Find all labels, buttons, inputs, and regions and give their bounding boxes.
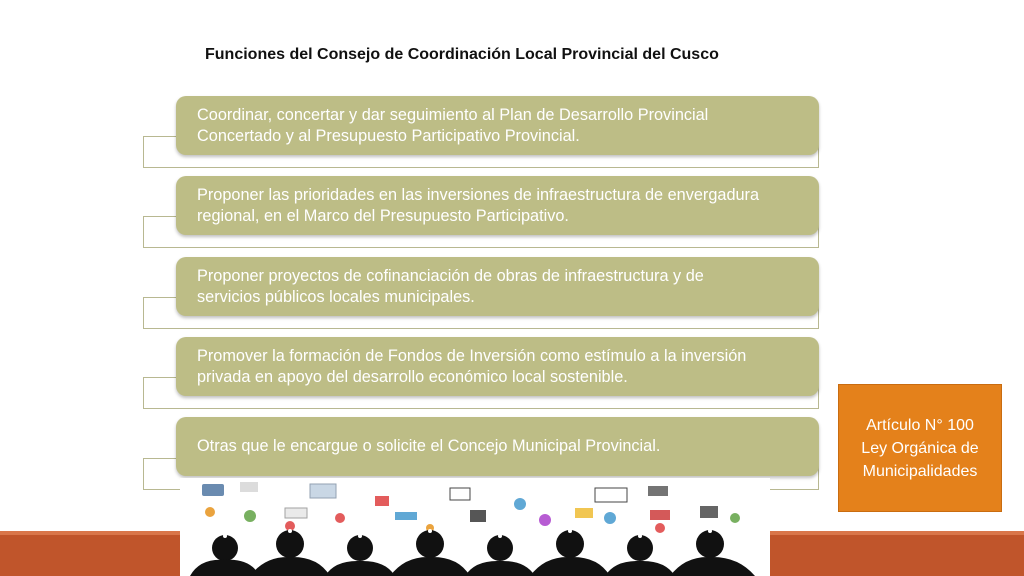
function-item-3 [176,257,819,316]
function-item-3-line2: servicios públicos locales municipales. [197,287,475,306]
legal-reference-line1: Artículo N° 100 [866,416,974,434]
function-item-2-line2: regional, en el Marco del Presupuesto Participativo. [197,206,569,225]
function-item-4-line2: privada en apoyo del desarrollo económico local sostenible. [197,367,628,386]
function-item-1-line2: Concertado y al Presupuesto Participativo Provincial. [197,126,580,145]
function-item-1 [176,96,819,155]
function-item-5-line1: Otras que le encargue o solicite el Concejo Municipal Provincial. [197,437,661,455]
function-item-2 [176,176,819,235]
function-item-2-line1: Proponer las prioridades en las inversiones de infraestructura de envergadura [197,185,760,204]
legal-reference-line3: Municipalidades [862,462,978,480]
legal-reference-box [838,384,1002,512]
slide-title: Funciones del Consejo de Coordinación Local Provincial del Cusco [205,46,719,63]
function-item-4-line1: Promover la formación de Fondos de Inversión como estímulo a la inversión [197,346,747,365]
legal-reference-line2: Ley Orgánica de [861,439,979,457]
function-item-3-line1: Proponer proyectos de cofinanciación de obras de infraestructura y de [197,266,704,285]
function-item-4 [176,337,819,396]
people-network-illustration [180,478,770,576]
function-item-5 [176,417,819,476]
function-item-1-line1: Coordinar, concertar y dar seguimiento al Plan de Desarrollo Provincial [197,105,709,124]
